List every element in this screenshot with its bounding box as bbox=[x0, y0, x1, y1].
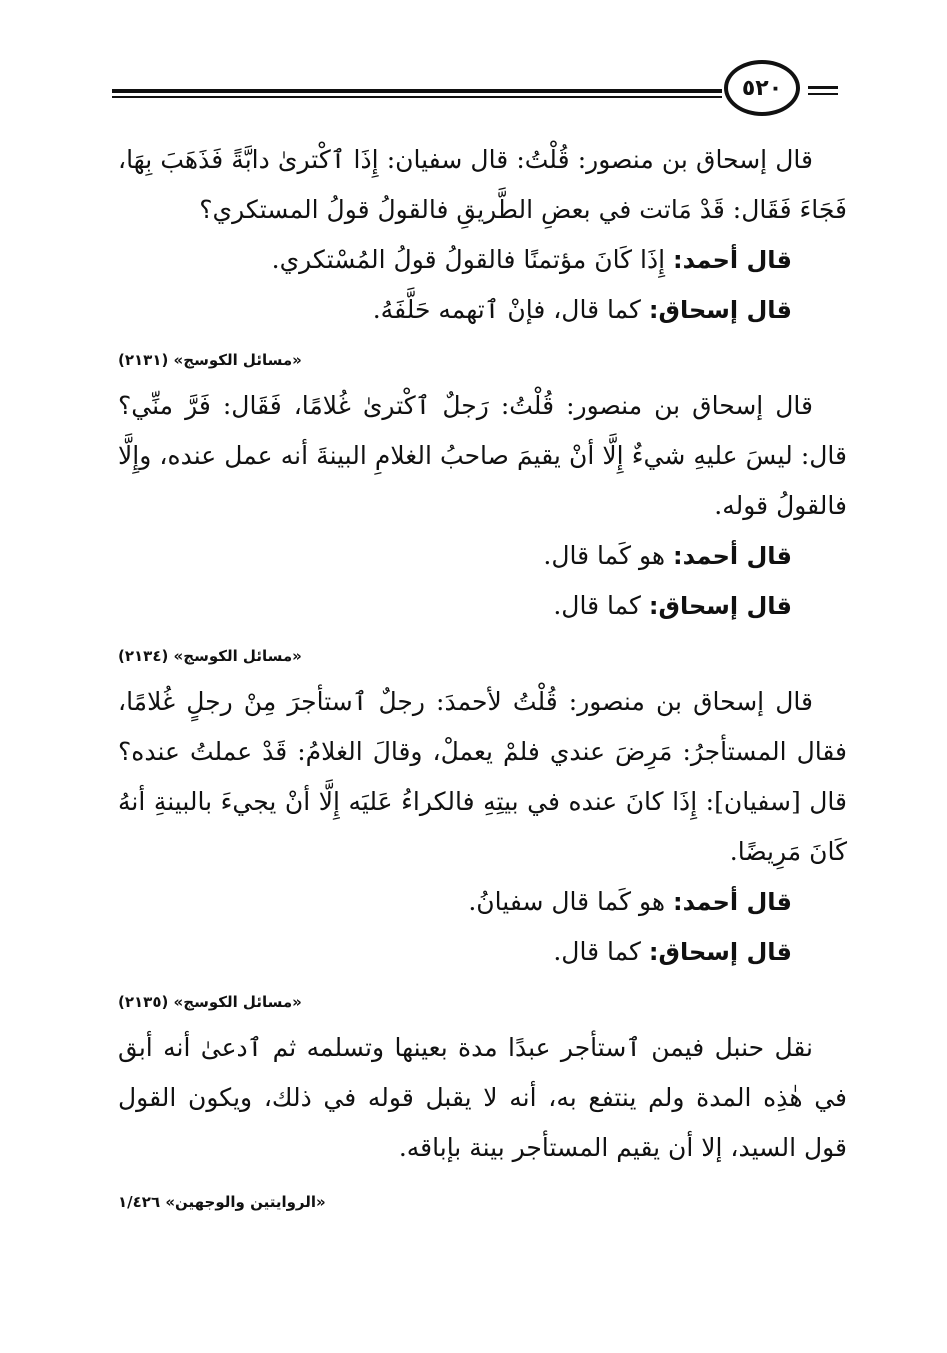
answer-text: كما قال. bbox=[553, 591, 649, 620]
answer-line bbox=[118, 877, 847, 927]
paragraph: قال إسحاق بن منصور: قُلْتُ: رَجلٌ ٱكْترىٰ غُلامًا، فَقَال: فَرَّ منِّي؟ قال: ليسَ عليهِ شيءٌ إِلَّا أنْ يقيمَ صاحبُ الغلامِ البينةَ أنه عمل عنده، وإِلَّا فالقولُ قوله. bbox=[118, 391, 847, 520]
page-body bbox=[118, 135, 847, 1223]
header-rule-thin bbox=[112, 96, 722, 98]
header-rule-right-thin bbox=[808, 93, 838, 95]
source-citation: «الروايتين والوجهين» ١/٤٢٦ bbox=[118, 1193, 326, 1211]
speaker-label: قال أحمد: bbox=[673, 246, 792, 274]
page-number: ٥٢٠ bbox=[724, 60, 800, 116]
answer-text: هو كَما قال. bbox=[543, 541, 674, 570]
speaker-label: قال إسحاق: bbox=[648, 592, 792, 620]
answer-text: هو كَما قال سفيانُ. bbox=[468, 887, 674, 916]
answer-line bbox=[118, 285, 847, 335]
source-citation: «مسائل الكوسج» (٢١٣٥) bbox=[118, 993, 302, 1011]
paragraph: قال إسحاق بن منصور: قُلْتُ لأحمدَ: رجلٌ ٱستأجرَ مِنْ رجلٍ غُلامًا، فقال المستأجرُ: مَرِضَ عندي فلمْ يعملْ، وقالَ الغلامُ: قَدْ عملتُ عنده؟ قال [سفيان]: إِذَا كانَ عنده في بيتِهِ فالكراءُ عَليَه إِلَّا أنْ يجيءَ بالبينةِ أنهُ كَانَ مَرِيضًا. bbox=[118, 687, 847, 866]
paragraph: نقل حنبل فيمن ٱستأجر عبدًا مدة بعينها وتسلمه ثم ٱدعىٰ أنه أبق في هٰذِه المدة ولم ينتفع به، أنه لا يقبل قوله في ذلك، ويكون القول قول السيد، إلا أن يقيم المستأجر بينة بإباقه. bbox=[118, 1033, 847, 1162]
header-rule-thick bbox=[112, 89, 722, 93]
source-citation: «مسائل الكوسج» (٢١٣٤) bbox=[118, 647, 302, 665]
header-rule-right bbox=[808, 86, 838, 89]
speaker-label: قال إسحاق: bbox=[648, 938, 792, 966]
answer-text: كما قال، فإنْ ٱتهمه حَلَّفَهُ. bbox=[372, 295, 649, 324]
answer-line bbox=[118, 927, 847, 977]
answer-text: إِذَا كَانَ مؤتمنًا فالقولُ قولُ المُسْتكري. bbox=[271, 245, 674, 274]
answer-text: كما قال. bbox=[553, 937, 649, 966]
answer-line bbox=[118, 581, 847, 631]
answer-line bbox=[118, 235, 847, 285]
speaker-label: قال أحمد: bbox=[673, 888, 792, 916]
paragraph: قال إسحاق بن منصور: قُلْتُ: قال سفيان: إِذَا ٱكْترىٰ دابَّةً فَذَهَبَ بِهَا، فَجَاءَ فَقَال: قَدْ مَاتت في بعضِ الطَّريقِ فالقولُ قولُ المستكري؟ bbox=[118, 145, 847, 224]
answer-line bbox=[118, 531, 847, 581]
speaker-label: قال إسحاق: bbox=[648, 296, 792, 324]
source-citation: «مسائل الكوسج» (٢١٣١) bbox=[118, 351, 302, 369]
page-header bbox=[112, 58, 838, 118]
speaker-label: قال أحمد: bbox=[673, 542, 792, 570]
